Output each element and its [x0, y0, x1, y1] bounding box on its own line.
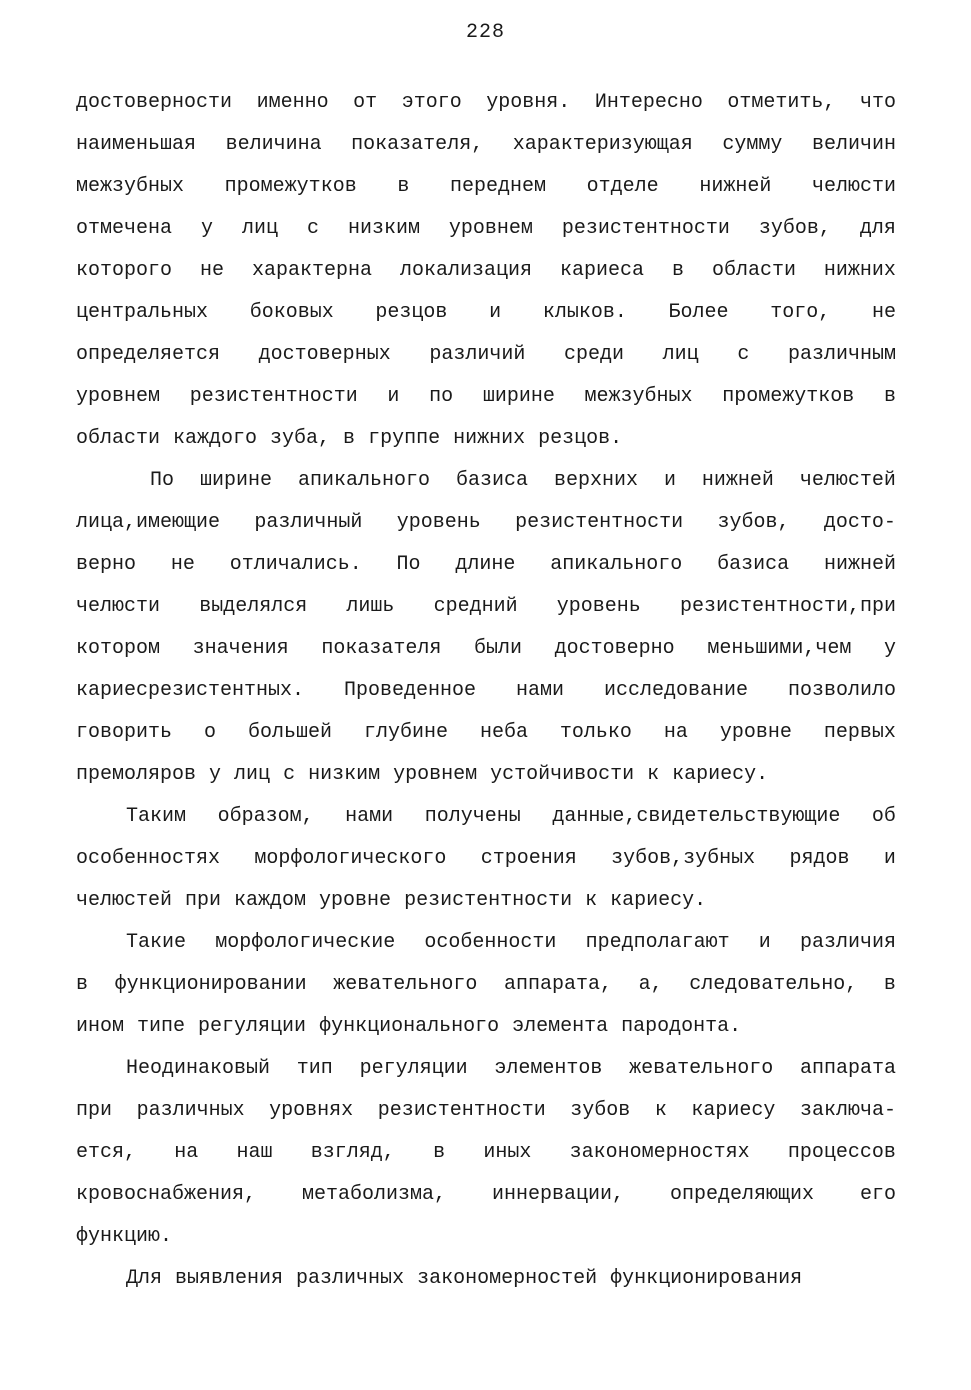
- text-line: котором значения показателя были достоверно меньшими,чем у: [76, 637, 896, 660]
- text-line: при различных уровнях резистентности зубов к кариесу заключа-: [76, 1099, 896, 1122]
- text-line: Неодинаковый тип регуляции элементов жевательного аппарата: [126, 1057, 896, 1080]
- text-line: Такие морфологические особенности предполагают и различия: [126, 931, 896, 954]
- page-number: 228: [465, 21, 505, 44]
- text-line: лица,имеющие различный уровень резистентности зубов, досто-: [76, 511, 896, 534]
- body-text: [76, 82, 896, 1300]
- text-line: Для выявления различных закономерностей функционирования: [126, 1267, 803, 1290]
- text-line: ется, на наш взгляд, в иных закономерностях процессов: [76, 1141, 896, 1164]
- text-line: кариесрезистентных. Проведенное нами исследование позволило: [76, 679, 896, 702]
- text-line: определяется достоверных различий среди лиц с различным: [76, 343, 896, 366]
- text-line: функцию.: [76, 1225, 173, 1248]
- text-line: кровоснабжения, метаболизма, иннервации, определяющих его: [76, 1183, 896, 1206]
- text-line: межзубных промежутков в переднем отделе нижней челюсти: [76, 175, 896, 198]
- text-line: достоверности именно от этого уровня. Интересно отметить, что: [76, 91, 896, 114]
- text-line: в функционировании жевательного аппарата, а, следовательно, в: [76, 973, 896, 996]
- text-line: челюстей при каждом уровне резистентности к кариесу.: [76, 889, 707, 912]
- text-line: премоляров у лиц с низким уровнем устойчивости к кариесу.: [76, 763, 769, 786]
- text-line: наименьшая величина показателя, характеризующая сумму величин: [76, 133, 896, 156]
- text-line: Таким образом, нами получены данные,свидетельствующие об: [126, 805, 896, 828]
- text-line: ином типе регуляции функционального элемента пародонта.: [76, 1015, 742, 1038]
- text-line: верно не отличались. По длине апикального базиса нижней: [76, 553, 896, 576]
- text-line: челюсти выделялся лишь средний уровень резистентности,при: [76, 595, 896, 618]
- text-line: отмечена у лиц с низким уровнем резистентности зубов, для: [76, 217, 896, 240]
- text-line: которого не характерна локализация кариеса в области нижних: [76, 259, 896, 282]
- text-line: По ширине апикального базиса верхних и нижней челюстей: [150, 469, 896, 492]
- text-line: центральных боковых резцов и клыков. Более того, не: [76, 301, 896, 324]
- text-line: уровнем резистентности и по ширине межзубных промежутков в: [76, 385, 896, 408]
- text-line: говорить о большей глубине неба только на уровне первых: [76, 721, 896, 744]
- text-line: области каждого зуба, в группе нижних резцов.: [76, 427, 623, 450]
- text-line: особенностях морфологического строения зубов,зубных рядов и: [76, 847, 896, 870]
